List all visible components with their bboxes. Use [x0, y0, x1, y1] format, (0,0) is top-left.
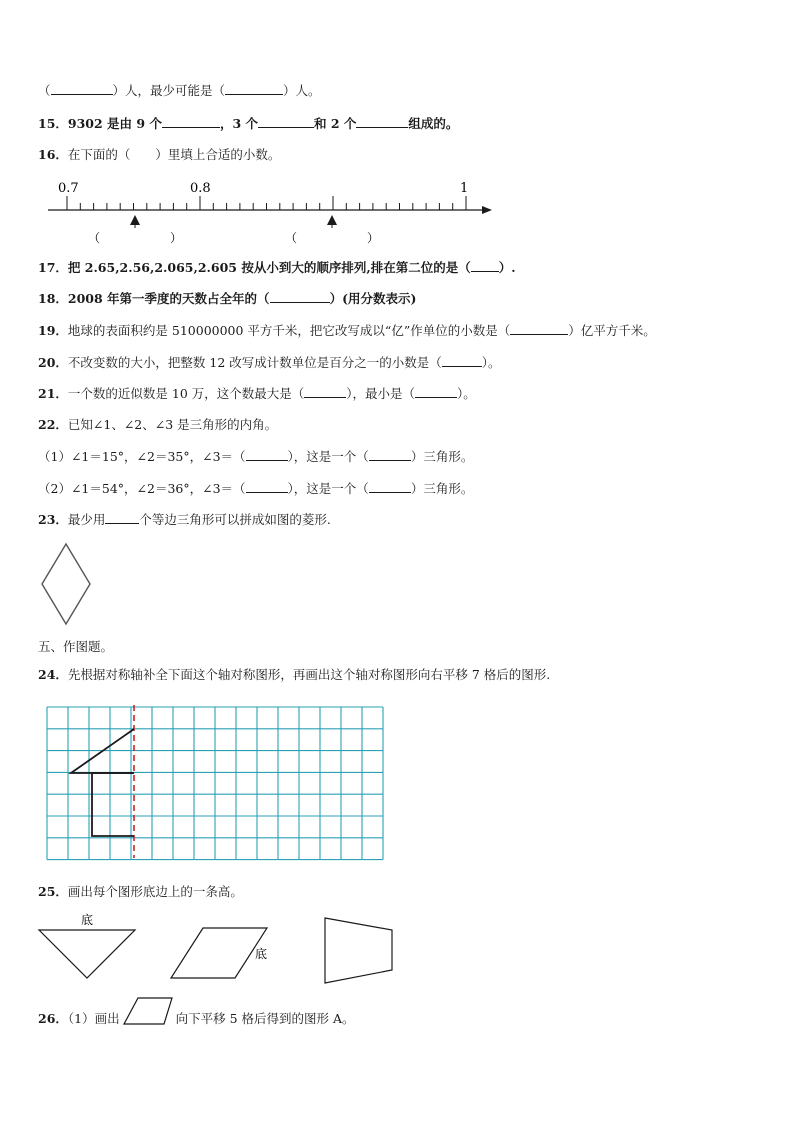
tick-label-1: 1 — [460, 181, 469, 196]
question-22: 22．已知∠1、∠2、∠3 是三角形的内角。 — [38, 417, 278, 432]
rhombus-figure — [38, 540, 98, 630]
answer-blank[interactable] — [246, 480, 288, 493]
question-22-part-1: （1）∠1＝15°，∠2＝35°，∠3＝（ ），这是一个（ ）三角形。 — [38, 449, 474, 464]
question-16: 16．在下面的（ ）里填上合适的小数。 — [38, 147, 281, 162]
tick-label-0.7: 0.7 — [58, 181, 79, 196]
answer-blank[interactable] — [369, 480, 411, 493]
tick-label-0.8: 0.8 — [190, 181, 211, 196]
question-25: 25．画出每个图形底边上的一条高。 — [38, 884, 243, 899]
parallelogram — [171, 928, 267, 978]
small-parallelogram-figure — [120, 996, 180, 1028]
answer-blank[interactable] — [246, 448, 288, 461]
half-figure-body — [92, 773, 134, 836]
answer-blank[interactable] — [225, 82, 283, 95]
answer-blank[interactable] — [510, 322, 568, 335]
inverted-triangle — [39, 930, 135, 978]
up-arrow-1 — [130, 215, 140, 225]
base-label-parallelogram: 底 — [255, 947, 268, 961]
answer-blank[interactable] — [51, 82, 113, 95]
answer-paren-open-2[interactable]: （ — [285, 231, 298, 245]
answer-paren-close-2[interactable]: ） — [367, 231, 380, 245]
section-5-title: 五、作图题。 — [38, 639, 114, 654]
grid-figure — [45, 705, 390, 865]
answer-blank[interactable] — [258, 115, 314, 128]
question-21: 21．一个数的近似数是 10 万，这个数最大是（ ），最小是（ ）。 — [38, 386, 476, 401]
answer-blank[interactable] — [369, 448, 411, 461]
answer-blank[interactable] — [356, 115, 408, 128]
answer-blank[interactable] — [162, 115, 220, 128]
base-label-triangle: 底 — [81, 913, 94, 927]
question-18: 18．2008 年第一季度的天数占全年的（ ）(用分数表示) — [38, 291, 417, 306]
question-20: 20．不改变数的大小，把整数 12 改写成计数单位是百分之一的小数是（ ）。 — [38, 355, 501, 370]
question-15: 15．9302 是由 9 个 ，3 个 和 2 个 组成的。 — [38, 116, 459, 131]
axis-arrowhead — [482, 206, 492, 214]
question-17: 17．把 2.65,2.56,2.065,2.605 按从小到大的顺序排列,排在第二位的是（ ）. — [38, 260, 516, 275]
answer-paren-close-1[interactable]: ） — [170, 231, 183, 245]
answer-blank[interactable] — [415, 385, 457, 398]
ticks — [67, 196, 466, 210]
question-26: 26．（1）画出 向下平移 5 格后得到的图形 A。 — [38, 1011, 355, 1026]
answer-blank[interactable] — [304, 385, 346, 398]
answer-blank[interactable] — [442, 354, 482, 367]
rhombus — [42, 544, 90, 624]
shapes-figure — [35, 908, 435, 988]
number-line — [0, 172, 794, 262]
trapezoid — [325, 918, 392, 983]
small-parallelogram — [124, 998, 172, 1024]
answer-blank[interactable] — [471, 259, 499, 272]
question-23: 23．最少用 个等边三角形可以拼成如图的菱形. — [38, 512, 331, 527]
answer-blank[interactable] — [105, 511, 139, 524]
question-24: 24．先根据对称轴补全下面这个轴对称图形，再画出这个轴对称图形向右平移 7 格后的图形. — [38, 667, 551, 682]
answer-blank[interactable] — [270, 290, 330, 303]
answer-paren-open-1[interactable]: （ — [88, 231, 101, 245]
question-22-part-2: （2）∠1＝54°，∠2＝36°，∠3＝（ ），这是一个（ ）三角形。 — [38, 481, 474, 496]
q14-tail: （ ）人，最少可能是（ ）人。 — [38, 83, 321, 98]
up-arrow-2 — [327, 215, 337, 225]
question-19: 19．地球的表面积约是 510000000 平方千米，把它改写成以“亿”作单位的小数是（ ）亿平方千米。 — [38, 323, 656, 338]
